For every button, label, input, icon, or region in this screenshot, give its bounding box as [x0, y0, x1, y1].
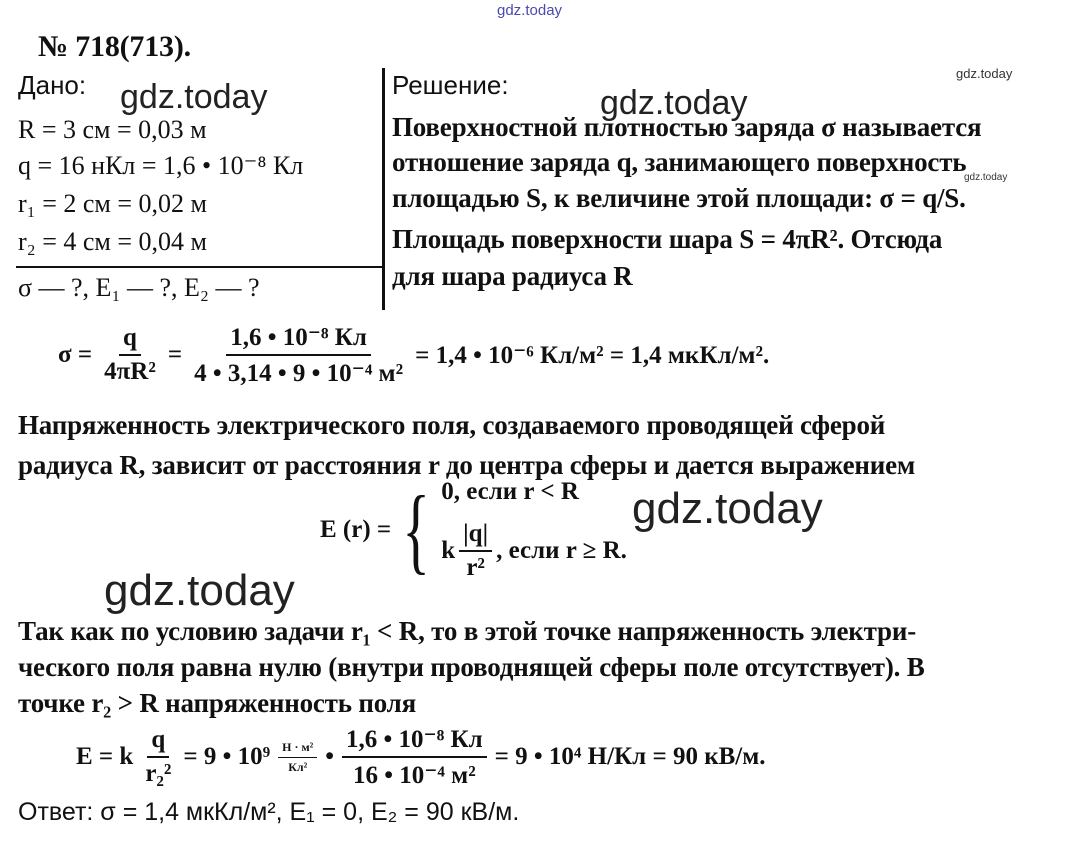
solution-line-4: Площадь поверхности шара S = 4πR². Отсюда: [392, 224, 943, 254]
formula3-frac1-den: r₂²: [145, 760, 172, 787]
given-line-4: r₂ = 4 см = 0,04 м: [18, 227, 207, 256]
watermark-solution: gdz.today: [600, 84, 748, 122]
given-separator: [382, 68, 385, 310]
formula1-lhs: σ =: [58, 341, 93, 368]
watermark-cases: gdz.today: [632, 484, 823, 533]
formula1-rhs: = 1,4 • 10⁻⁶ Кл/м² = 1,4 мкКл/м².: [415, 342, 770, 369]
formula3-rhs: = 9 • 10⁴ Н/Кл = 90 кВ/м.: [494, 743, 766, 770]
watermark-left: gdz.today: [104, 566, 295, 615]
watermark-small-right: gdz.today: [956, 66, 1013, 81]
formula-field-cases: [320, 478, 627, 582]
formula2-case2: [441, 520, 627, 582]
formula2-case2-frac: [459, 520, 492, 582]
formula3-frac2-num: 1,6 • 10⁻⁸ Кл: [342, 724, 487, 758]
given-label: Дано:: [18, 70, 87, 100]
formula-field-value: [76, 724, 766, 790]
formula3-dot: •: [325, 743, 335, 770]
formula1-frac1: [100, 324, 160, 386]
formula3-unit-frac: [278, 740, 317, 775]
problem-number: № 718(713).: [38, 30, 191, 63]
formula2-case2-rest: , если r ≥ R.: [496, 537, 627, 564]
paragraph3-line-2: ческого поля равна нулю (внутри проводнящей сферы поле отсутствует). В: [18, 652, 925, 682]
formula-surface-density: [58, 322, 769, 388]
watermark-small-mid: gdz.today: [964, 172, 1008, 183]
watermark-top: gdz.today: [497, 2, 563, 19]
formula3-frac1-num: q: [147, 726, 169, 758]
formula3-frac2: [342, 724, 487, 790]
formula2-case2-k: k: [441, 537, 456, 564]
given-line-1: R = 3 см = 0,03 м: [18, 115, 207, 144]
formula2-brace: {: [402, 476, 431, 583]
formula1-frac2: [190, 322, 407, 388]
paragraph3-line-1: Так как по условию задачи r₁ < R, то в этой точке напряженность электри-: [18, 616, 916, 646]
formula1-frac2-den: 4 • 3,14 • 9 • 10⁻⁴ м²: [194, 360, 404, 387]
solution-line-3: площадью S, к величине этой площади: σ = q/S.: [392, 183, 966, 213]
paragraph3-line-3: точке r₂ > R напряженность поля: [18, 688, 416, 718]
formula1-frac2-num: 1,6 • 10⁻⁸ Кл: [226, 322, 371, 356]
given-find: σ — ?, E₁ — ?, E₂ — ?: [18, 273, 260, 302]
answer-line: Ответ: σ = 1,4 мкКл/м², E₁ = 0, E₂ = 90 кВ/м.: [18, 798, 520, 826]
formula2-case1: 0, если r < R: [441, 478, 579, 505]
formula2-cases: [441, 478, 627, 582]
formula2-case2-den: r²: [466, 554, 485, 581]
formula3-frac1: [141, 726, 175, 788]
solution-label: Решение:: [392, 70, 509, 100]
formula1-frac1-den: 4πR²: [104, 358, 156, 385]
formula1-eq: =: [167, 341, 183, 368]
formula3-unit-den: Кл²: [288, 759, 308, 774]
solution-line-5: для шара радиуса R: [392, 261, 633, 291]
solution-line-1: Поверхностной плотностью заряда σ называется: [392, 112, 982, 142]
paragraph2-line-2: радиуса R, зависит от расстояния r до центра сферы и дается выражением: [18, 450, 916, 480]
formula2-case2-num: |q|: [459, 520, 492, 552]
formula3-unit-num: Н · м²: [278, 740, 317, 758]
solution-line-2: отношение заряда q, занимающего поверхность: [392, 147, 967, 177]
given-line-2: q = 16 нКл = 1,6 • 10⁻⁸ Кл: [18, 151, 304, 180]
paragraph2-line-1: Напряженность электрического поля, создаваемого проводящей сферой: [18, 410, 886, 440]
formula3-lhs: E = k: [76, 743, 134, 770]
given-divider: [16, 266, 384, 268]
formula3-mid: = 9 • 10⁹: [183, 743, 271, 770]
formula2-lhs: E (r) =: [320, 516, 392, 543]
formula3-frac2-den: 16 • 10⁻⁴ м²: [352, 762, 476, 789]
formula1-frac1-num: q: [119, 324, 141, 356]
watermark-given: gdz.today: [120, 78, 268, 116]
given-line-3: r₁ = 2 см = 0,02 м: [18, 189, 207, 218]
